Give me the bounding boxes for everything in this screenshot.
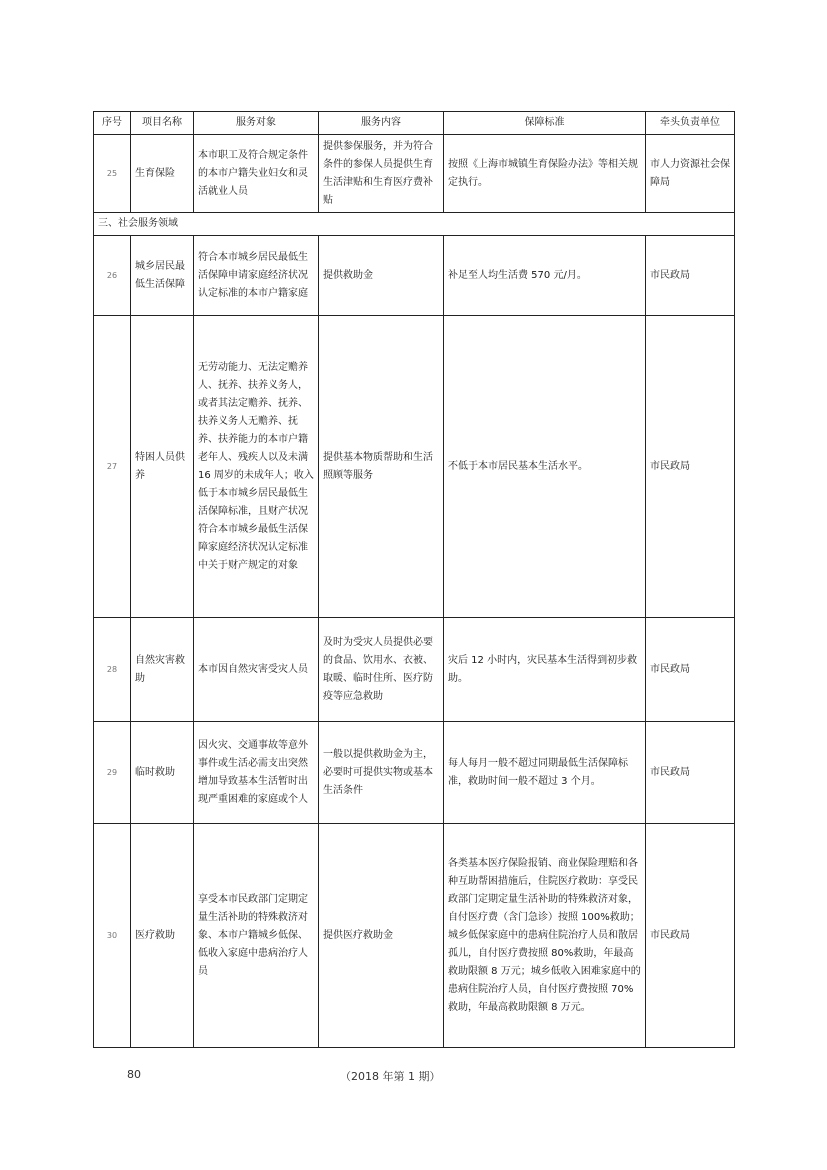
row-target: 本市职工及符合规定条件的本市户籍失业妇女和灵活就业人员: [194, 135, 319, 213]
table-row: [94, 722, 735, 824]
table-row: [94, 236, 735, 316]
service-table: [93, 111, 735, 1048]
row-target: 符合本市城乡居民最低生活保障申请家庭经济状况认定标准的本市户籍家庭: [194, 236, 319, 316]
row-content: 提供参保服务，并为符合条件的参保人员提供生育生活津贴和生育医疗费补贴: [319, 135, 444, 213]
row-standard: 灾后 12 小时内，灾民基本生活得到初步救助。: [444, 618, 646, 722]
row-name: 临时救助: [131, 722, 194, 824]
header-no: 序号: [94, 112, 131, 135]
header-content: 服务内容: [319, 112, 444, 135]
row-unit: 市人力资源社会保障局: [646, 135, 735, 213]
row-unit: 市民政局: [646, 236, 735, 316]
page-number: 80: [127, 1068, 141, 1081]
table-row: [94, 824, 735, 1048]
row-target: 因火灾、交通事故等意外事件或生活必需支出突然增加导致基本生活暂时出现严重困难的家庭或个人: [194, 722, 319, 824]
row-content: 提供基本物质帮助和生活照顾等服务: [319, 316, 444, 618]
table-header-row: [94, 112, 735, 135]
table-row: [94, 135, 735, 213]
row-name: 生育保险: [131, 135, 194, 213]
row-no: 29: [94, 722, 131, 824]
row-standard: 各类基本医疗保险报销、商业保险理赔和各种互助帮困措施后，住院医疗救助：享受民政部门定期定量生活补助的特殊救济对象，自付医疗费（含门急诊）按照 100%救助；城乡低保家庭中的患病住院治疗人员和散居孤儿，自付医疗费按照 80%救助，年最高救助限额 8 万元；城乡低收入困难家庭中的患病住院治疗人员，自付医疗费按照 70%救助，年最高救助限额 8 万元。: [444, 824, 646, 1048]
row-target: 无劳动能力、无法定赡养人、抚养、扶养义务人，或者其法定赡养、抚养、扶养义务人无赡养、抚养、扶养能力的本市户籍老年人、残疾人以及未满 16 周岁的未成年人；收入低于本市城乡居民最低生活保障标准，且财产状况符合本市城乡最低生活保障家庭经济状况认定标准中关于财产规定的对象: [194, 316, 319, 618]
row-unit: 市民政局: [646, 824, 735, 1048]
header-name: 项目名称: [131, 112, 194, 135]
row-name: 医疗救助: [131, 824, 194, 1048]
row-standard: 每人每月一般不超过同期最低生活保障标准，救助时间一般不超过 3 个月。: [444, 722, 646, 824]
row-no: 30: [94, 824, 131, 1048]
header-standard: 保障标准: [444, 112, 646, 135]
section-title: 三、社会服务领域: [94, 213, 735, 236]
row-name: 城乡居民最低生活保障: [131, 236, 194, 316]
section-row: [94, 213, 735, 236]
table-row: [94, 316, 735, 618]
row-unit: 市民政局: [646, 618, 735, 722]
row-content: 一般以提供救助金为主，必要时可提供实物或基本生活条件: [319, 722, 444, 824]
header-target: 服务对象: [194, 112, 319, 135]
row-no: 25: [94, 135, 131, 213]
issue-label: （2018 年第 1 期）: [340, 1070, 441, 1083]
table-row: [94, 618, 735, 722]
row-standard: 不低于本市居民基本生活水平。: [444, 316, 646, 618]
row-content: 提供医疗救助金: [319, 824, 444, 1048]
row-no: 26: [94, 236, 131, 316]
row-unit: 市民政局: [646, 316, 735, 618]
row-standard: 补足至人均生活费 570 元/月。: [444, 236, 646, 316]
row-standard: 按照《上海市城镇生育保险办法》等相关规定执行。: [444, 135, 646, 213]
row-target: 本市因自然灾害受灾人员: [194, 618, 319, 722]
row-target: 享受本市民政部门定期定量生活补助的特殊救济对象、本市户籍城乡低保、低收入家庭中患病治疗人员: [194, 824, 319, 1048]
row-content: 提供救助金: [319, 236, 444, 316]
row-name: 自然灾害救助: [131, 618, 194, 722]
header-unit: 牵头负责单位: [646, 112, 735, 135]
row-unit: 市民政局: [646, 722, 735, 824]
row-no: 28: [94, 618, 131, 722]
row-content: 及时为受灾人员提供必要的食品、饮用水、衣被、取暖、临时住所、医疗防疫等应急救助: [319, 618, 444, 722]
row-name: 特困人员供养: [131, 316, 194, 618]
row-no: 27: [94, 316, 131, 618]
